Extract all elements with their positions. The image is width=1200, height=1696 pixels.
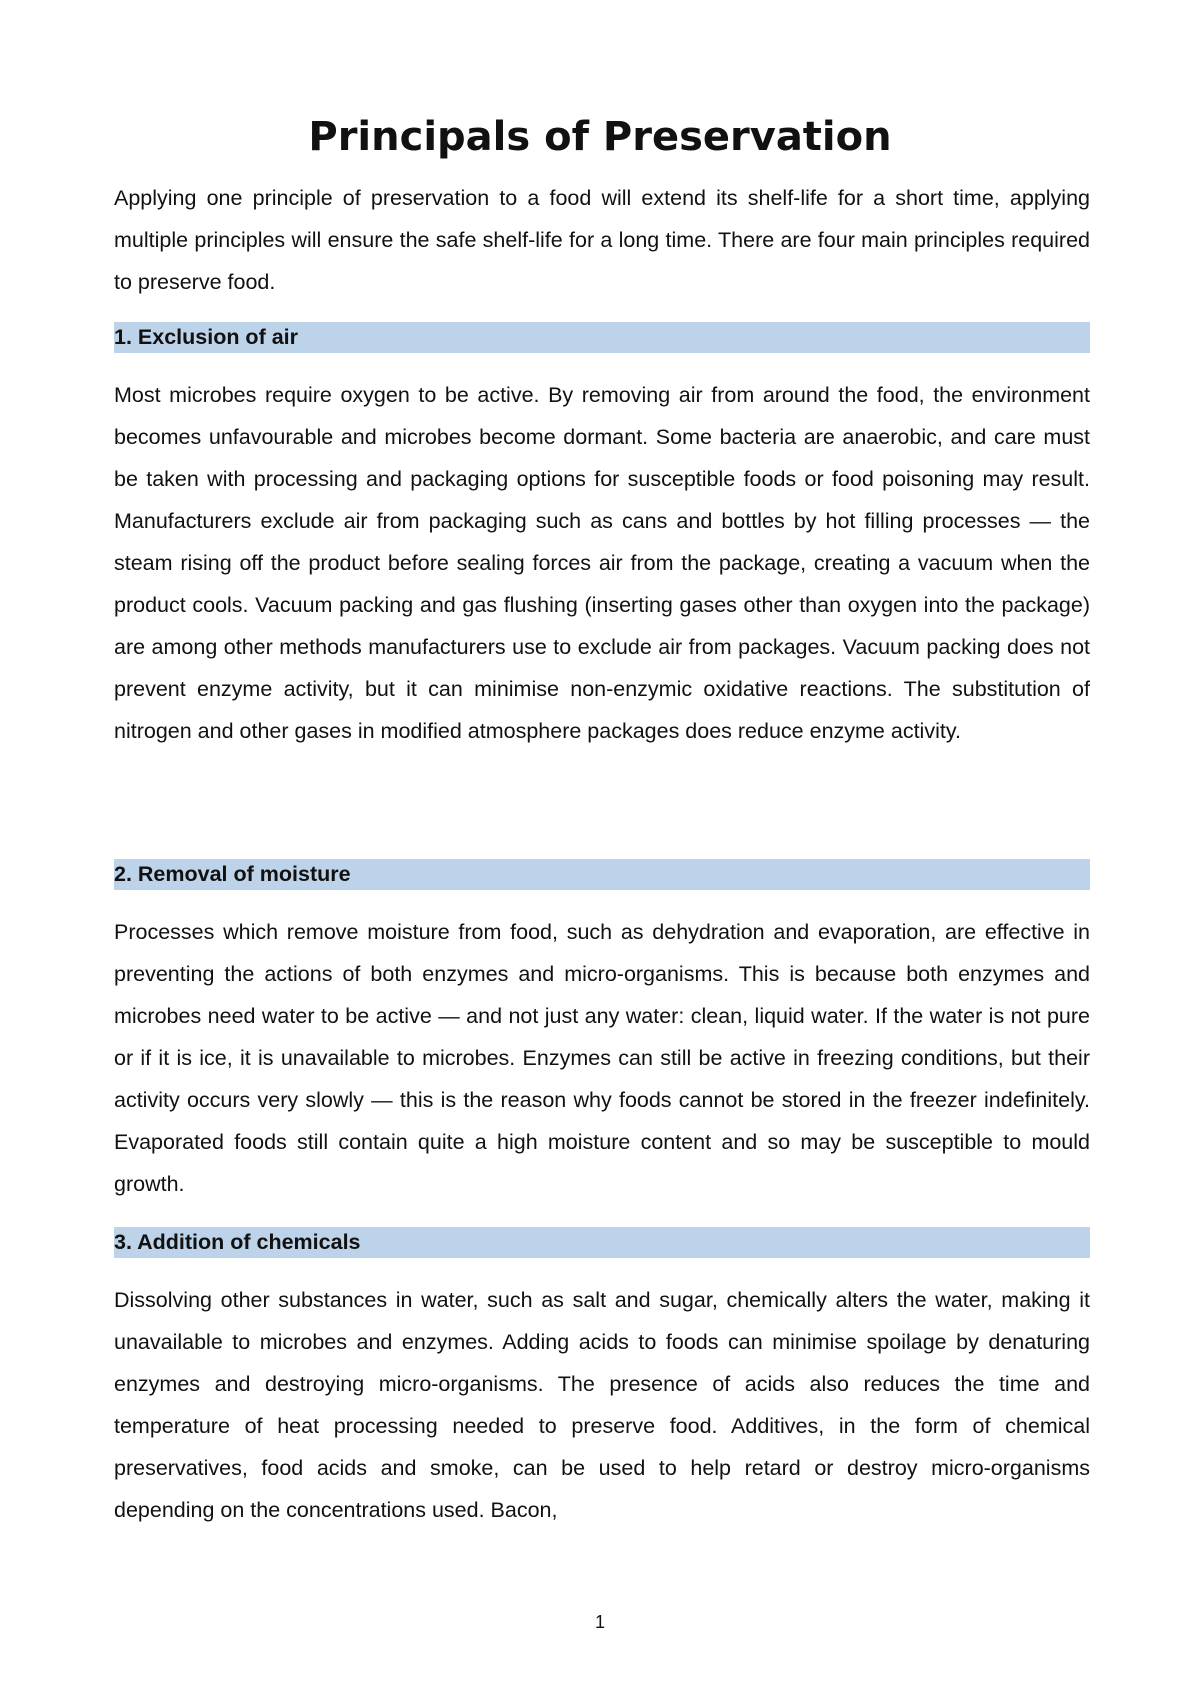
- section-body-exclusion-of-air: Most microbes require oxygen to be active. By removing air from around the food, the environment becomes unfavourable and microbes become dormant. Some bacteria are anaerobic, and care must be taken with processing and packaging options for susceptible foods or food poisoning may result. Manufacturers exclude air from packaging such as cans and bottles by hot filling processes — the steam rising off the product before sealing forces air from the package, creating a vacuum when the product cools. Vacuum packing and gas flushing (inserting gases other than oxygen into the package) are among other methods manufacturers use to exclude air from packages. Vacuum packing does not prevent enzyme activity, but it can minimise non-enzymic oxidative reactions. The substitution of nitrogen and other gases in modified atmosphere packages does reduce enzyme activity.: [114, 383, 1090, 743]
- page-number: 1: [594, 1612, 605, 1632]
- page-title: Principals of Preservation: [308, 114, 892, 160]
- section-body-addition-of-chemicals: Dissolving other substances in water, such as salt and sugar, chemically alters the water, making it unavailable to microbes and enzymes. Adding acids to foods can minimise spoilage by denaturing enzymes and destroying micro-organisms. The presence of acids also reduces the time and temperature of heat processing needed to preserve food. Additives, in the form of chemical preservatives, food acids and smoke, can be used to help retard or destroy micro-organisms depending on the concentrations used. Bacon,: [114, 1288, 1090, 1522]
- section-body-removal-of-moisture: Processes which remove moisture from food, such as dehydration and evaporation, are effective in preventing the actions of both enzymes and micro-organisms. This is because both enzymes and microbes need water to be active — and not just any water: clean, liquid water. If the water is not pure or if it is ice, it is unavailable to microbes. Enzymes can still be active in freezing conditions, but their activity occurs very slowly — this is the reason why foods cannot be stored in the freezer indefinitely. Evaporated foods still contain quite a high moisture content and so may be susceptible to mould growth.: [114, 920, 1090, 1196]
- section-heading-removal-of-moisture: 2. Removal of moisture: [114, 859, 1090, 890]
- intro-paragraph: Applying one principle of preservation to a food will extend its shelf-life for a short time, applying multiple principles will ensure the safe shelf-life for a long time. There are four main principles required to preserve food.: [114, 186, 1090, 294]
- section-heading-exclusion-of-air: 1. Exclusion of air: [114, 322, 1090, 353]
- section-heading-addition-of-chemicals: 3. Addition of chemicals: [114, 1227, 1090, 1258]
